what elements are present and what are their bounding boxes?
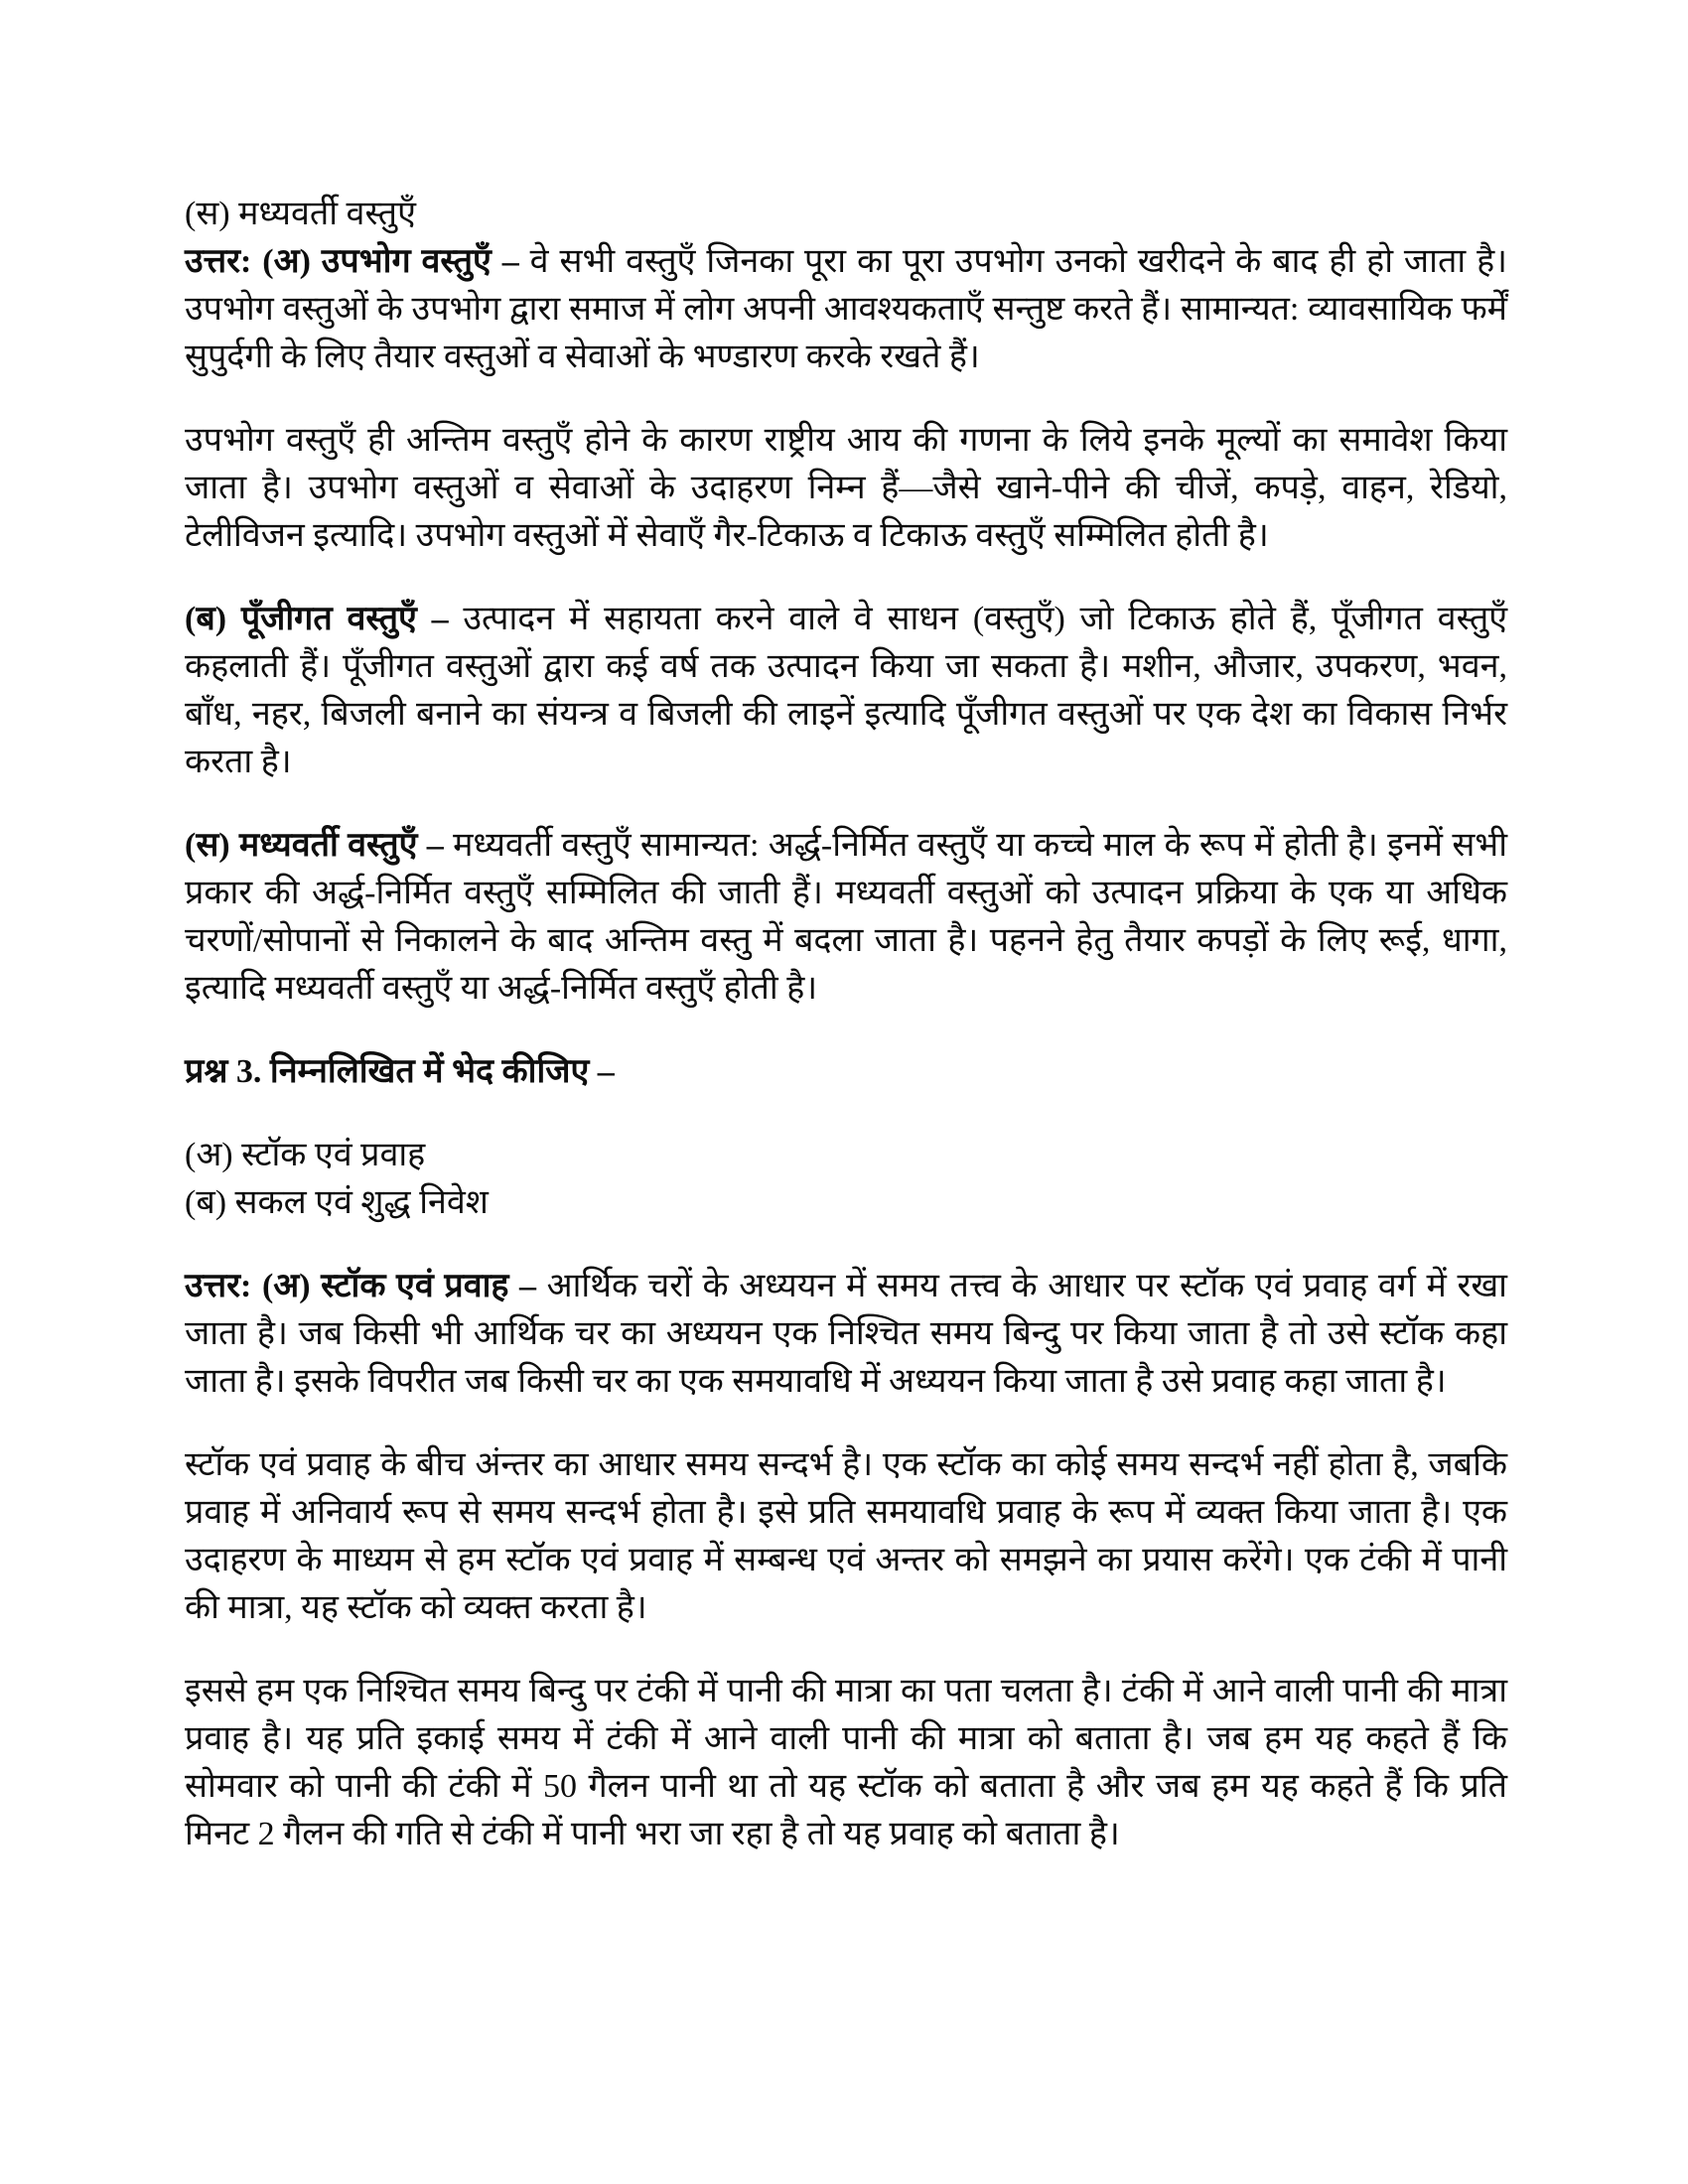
answer3-text-a: आर्थिक चरों के अध्ययन में समय तत्त्व के आधार पर स्टॉक एवं प्रवाह वर्ग में रखा जाता है। जब किसी भी आर्थिक चर का अध्ययन एक निश्चित समय बिन्दु पर किया जाता है तो उसे स्टॉक कहा जाता है। इसके विपरीत जब किसी चर का एक समयावधि में अध्ययन किया जाता है उसे प्रवाह कहा जाता है।: [185, 1268, 1507, 1400]
answer2-lead-b: (ब) पूँजीगत वस्तुएँ –: [185, 601, 449, 637]
answer3-paragraph-a: [185, 1263, 1507, 1406]
question3-options: [185, 1132, 1507, 1227]
answer2-text-c: मध्यवर्ती वस्तुएँ सामान्यत: अर्द्ध-निर्मित वस्तुएँ या कच्चे माल के रूप में होती है। इनमें सभी प्रकार की अर्द्ध-निर्मित वस्तुएँ सम्मिलित की जाती हैं। मध्यवर्ती वस्तुओं को उत्पादन प्रक्रिया के एक या अधिक चरणों/सोपानों से निकालने के बाद अन्तिम वस्तु में बदला जाता है। पहनने हेतु तैयार कपड़ों के लिए रूई, धागा, इत्यादि मध्यवर्ती वस्तुएँ या अर्द्ध-निर्मित वस्तुएँ होती है।: [185, 827, 1508, 1007]
answer2-paragraph-b: [185, 596, 1507, 786]
answer2-paragraph-a2: उपभोग वस्तुएँ ही अन्तिम वस्तुएँ होने के कारण राष्ट्रीय आय की गणना के लिये इनके मूल्यों का समावेश किया जाता है। उपभोग वस्तुओं व सेवाओं के उदाहरण निम्न हैं—जैसे खाने-पीने की चीजें, कपड़े, वाहन, रेडियो, टेलीविजन इत्यादि। उपभोग वस्तुओं में सेवाएँ गैर-टिकाऊ व टिकाऊ वस्तुएँ सम्मिलित होती है।: [185, 422, 1507, 554]
answer2-text-a: वे सभी वस्तुएँ जिनका पूरा का पूरा उपभोग उनको खरीदने के बाद ही हो जाता है। उपभोग वस्तुओं के उपभोग द्वारा समाज में लोग अपनी आवश्यकताएँ सन्तुष्ट करते हैं। सामान्यत: व्यावसायिक फर्में सुपुर्दगी के लिए तैयार वस्तुओं व सेवाओं के भण्डारण करके रखते हैं।: [185, 243, 1508, 375]
answer2-text-b: उत्पादन में सहायता करने वाले वे साधन (वस्तुएँ) जो टिकाऊ होते हैं, पूँजीगत वस्तुएँ कहलाती हैं। पूँजीगत वस्तुओं द्वारा कई वर्ष तक उत्पादन किया जा सकता है। मशीन, औजार, उपकरण, भवन, बाँध, नहर, बिजली बनाने का संयन्त्र व बिजली की लाइनें इत्यादि पूँजीगत वस्तुओं पर एक देश का विकास निर्भर करता है।: [185, 601, 1507, 780]
question3-option-a: (अ) स्टॉक एवं प्रवाह: [185, 1137, 426, 1173]
answer3-lead-a: उत्तर: (अ) स्टॉक एवं प्रवाह –: [185, 1268, 537, 1304]
answer3-paragraph-a3: इससे हम एक निश्चित समय बिन्दु पर टंकी में पानी की मात्रा का पता चलता है। टंकी में आने वाली पानी की मात्रा प्रवाह है। यह प्रति इकाई समय में टंकी में आने वाली पानी की मात्रा को बताता है। जब हम यह कहते हैं कि सोमवार को पानी की टंकी में 50 गैलन पानी था तो यह स्टॉक को बताता है और जब हम यह कहते हैं कि प्रति मिनट 2 गैलन की गति से टंकी में पानी भरा जा रहा है तो यह प्रवाह को बताता है।: [185, 1673, 1507, 1852]
answer2-paragraph-a: [185, 238, 1507, 381]
answer2-lead-a: उत्तर: (अ) उपभोग वस्तुएँ –: [185, 243, 519, 280]
answer3-paragraph-a2: स्टॉक एवं प्रवाह के बीच अंन्तर का आधार समय सन्दर्भ है। एक स्टॉक का कोई समय सन्दर्भ नहीं होता है, जबकि प्रवाह में अनिवार्य रूप से समय सन्दर्भ होता है। इसे प्रति समयावधि प्रवाह के रूप में व्यक्त किया जाता है। एक उदाहरण के माध्यम से हम स्टॉक एवं प्रवाह में सम्बन्ध एवं अन्तर को समझने का प्रयास करेंगे। एक टंकी में पानी की मात्रा, यह स्टॉक को व्यक्त करता है।: [185, 1446, 1507, 1626]
document-content: [185, 191, 1507, 1858]
answer2-lead-c: (स) मध्यवर्ती वस्तुएँ –: [185, 827, 444, 864]
option-c-line: (स) मध्यवर्ती वस्तुएँ: [185, 196, 416, 232]
question3-option-b: (ब) सकल एवं शुद्ध निवेश: [185, 1184, 489, 1221]
answer2-paragraph-c: [185, 822, 1507, 1013]
question3-heading: प्रश्न 3. निम्नलिखित में भेद कीजिए –: [185, 1053, 615, 1090]
